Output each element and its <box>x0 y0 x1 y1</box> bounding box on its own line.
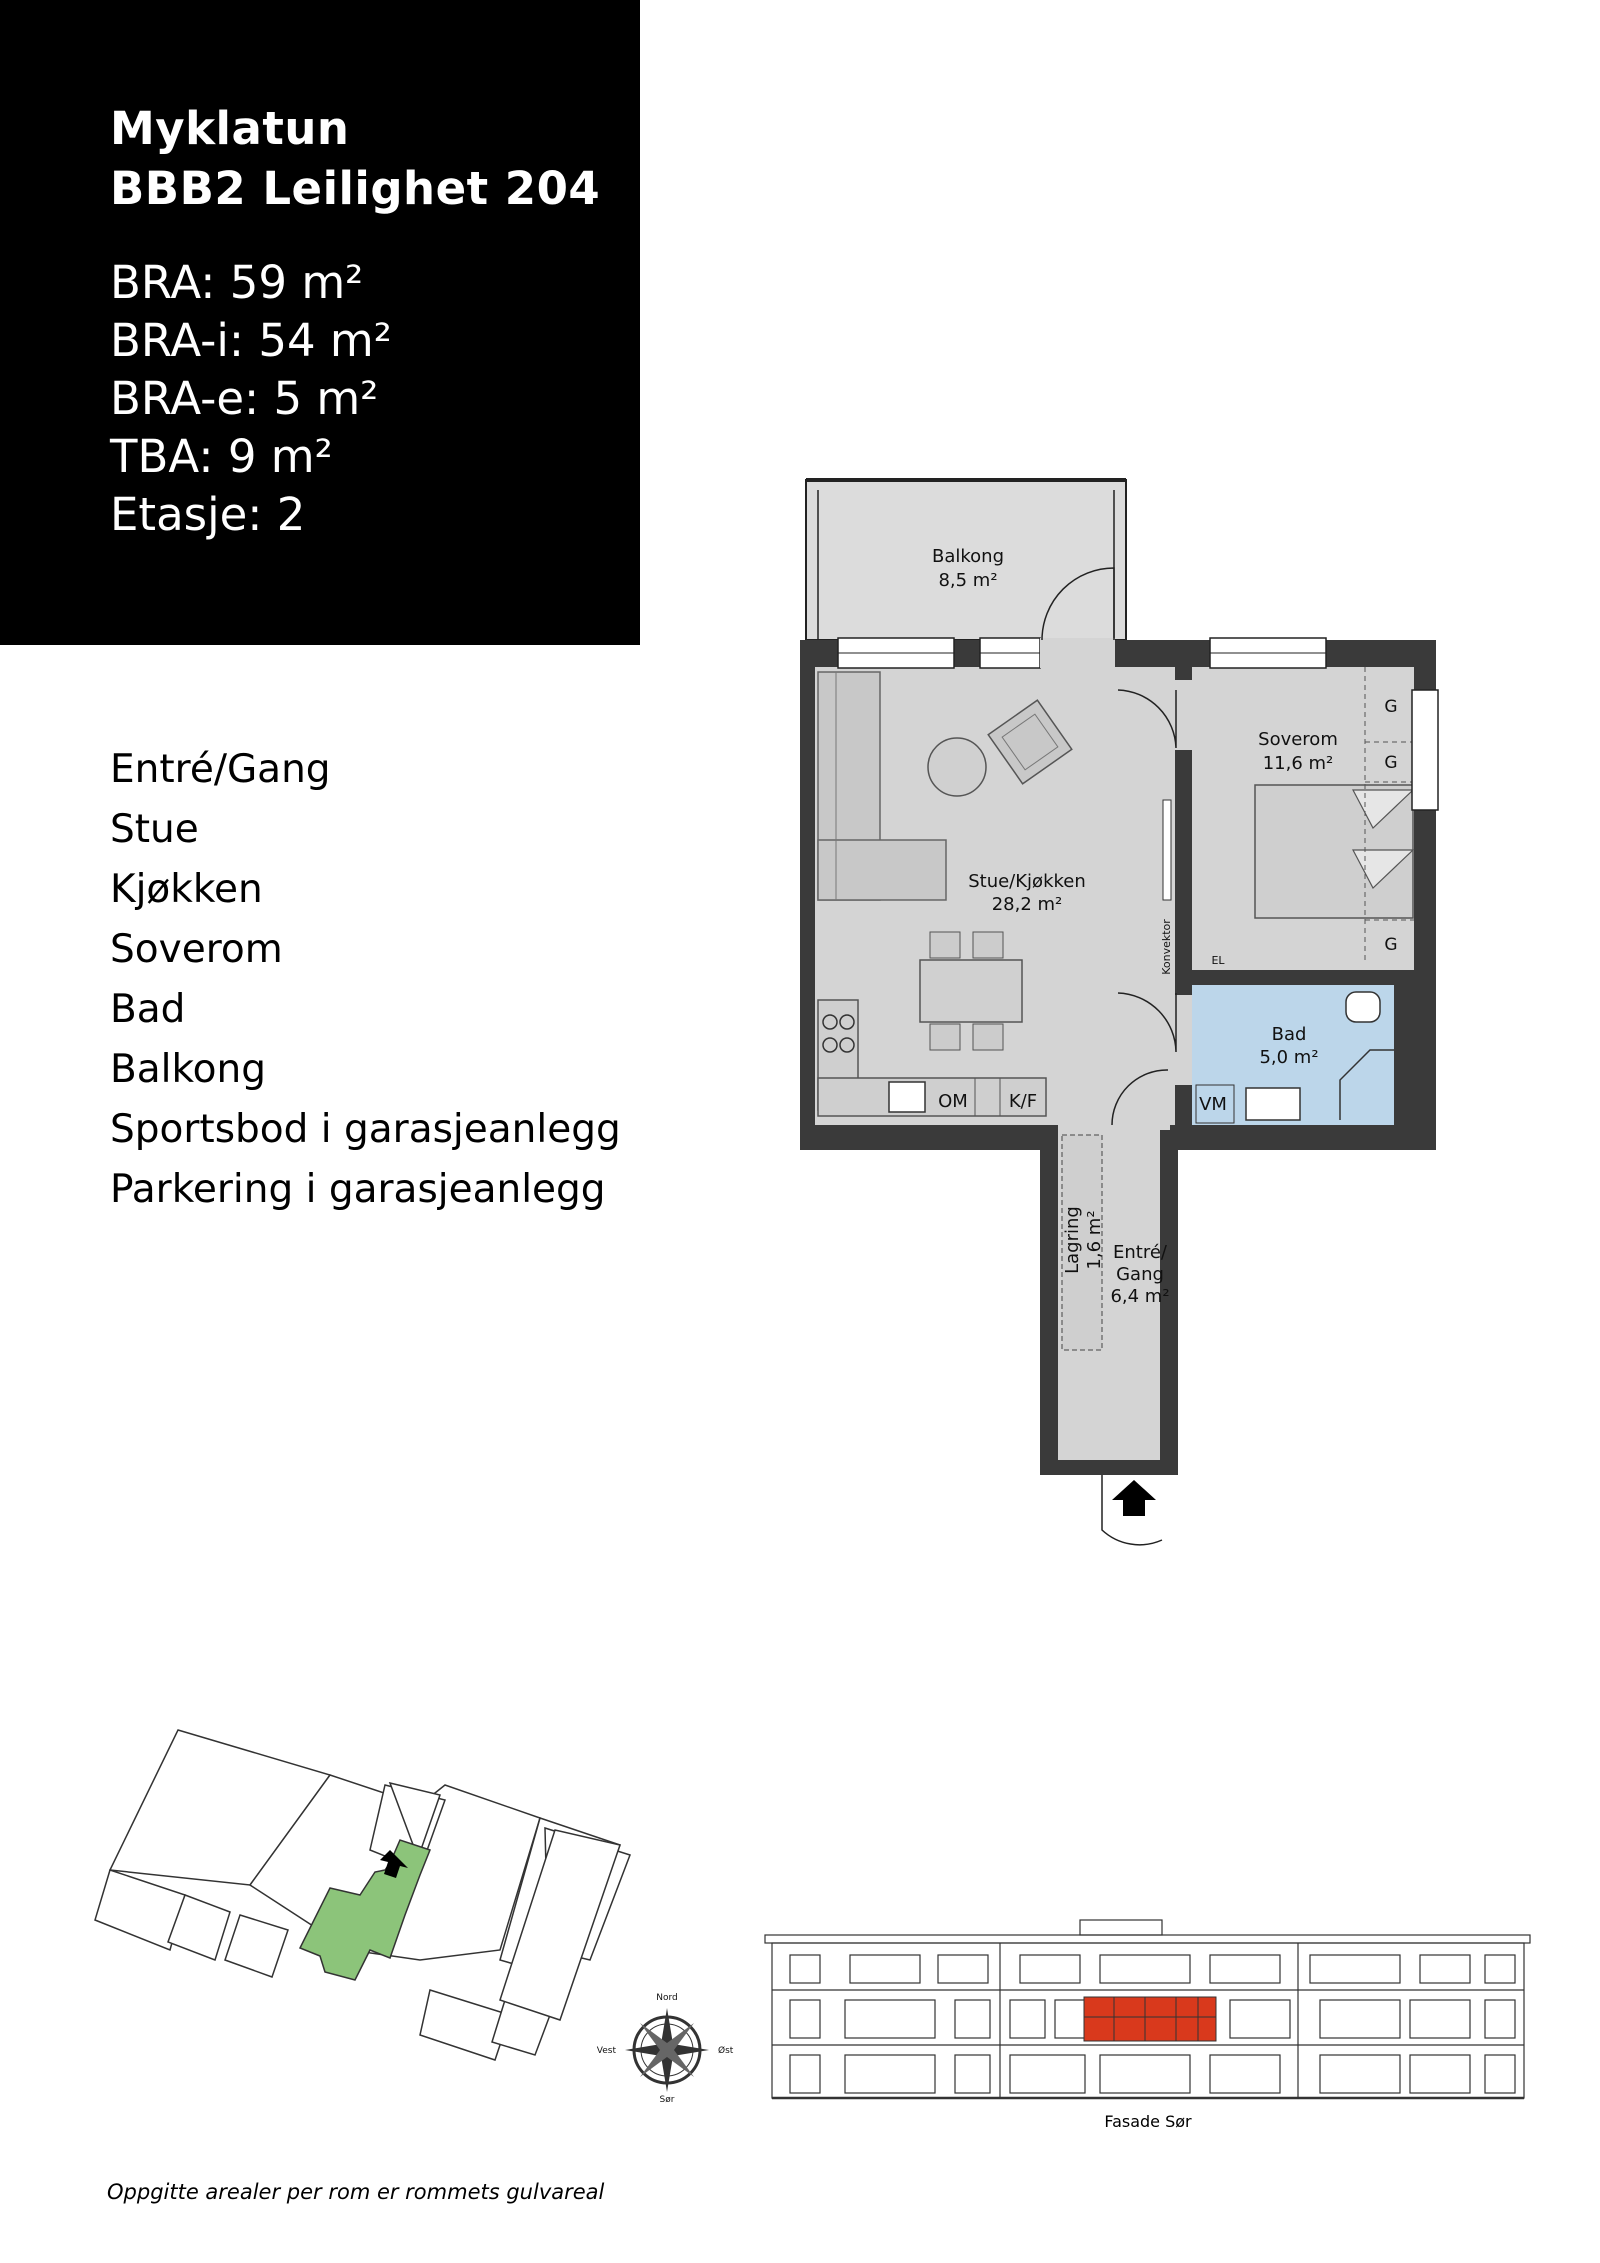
balkong-area-label: 8,5 m² <box>938 570 998 591</box>
lagring-area-label: 1,6 m² <box>1084 1210 1105 1270</box>
facade-unit-highlight <box>1084 1997 1216 2041</box>
balkong-label: Balkong <box>931 546 1005 567</box>
lagring-label: Lagring <box>1062 1206 1083 1274</box>
project-title: Myklatun <box>110 102 350 155</box>
tba-area: TBA: 9 m² <box>110 430 333 483</box>
om-label: OM <box>938 1091 968 1112</box>
wardrobe-label: G <box>1384 935 1398 955</box>
footnote: Oppgitte arealer per rom er rommets gulvareal <box>107 2180 605 2204</box>
entre-label-2: Gang <box>1116 1264 1164 1285</box>
soverom-area-label: 11,6 m² <box>1262 753 1334 774</box>
bra-internal: BRA-i: 54 m² <box>110 314 392 367</box>
compass-west-label: Vest <box>596 2046 616 2056</box>
wardrobe-label: G <box>1384 697 1398 717</box>
bad-area-label: 5,0 m² <box>1259 1047 1319 1068</box>
konvektor-label: Konvektor <box>1160 919 1173 975</box>
stue-kjokken-area-label: 28,2 m² <box>991 894 1063 915</box>
facade-label: Fasade Sør <box>1104 2112 1192 2131</box>
compass-north-label: Nord <box>656 1993 678 2003</box>
compass-icon <box>625 2008 709 2092</box>
room-list-item: Parkering i garasjeanlegg <box>110 1167 606 1212</box>
stue-kjokken-label: Stue/Kjøkken <box>968 871 1086 892</box>
bra-total: BRA: 59 m² <box>110 256 364 309</box>
room-list-item: Bad <box>110 987 186 1032</box>
soverom-label: Soverom <box>1258 729 1338 750</box>
bad-label: Bad <box>1271 1024 1307 1045</box>
room-list-item: Sportsbod i garasjeanlegg <box>110 1107 621 1152</box>
kf-label: K/F <box>1008 1091 1038 1112</box>
entrance-arrow-icon <box>1112 1480 1156 1516</box>
floor-level: Etasje: 2 <box>110 488 306 541</box>
room-list-item: Entré/Gang <box>110 747 331 792</box>
coffee-table <box>928 738 986 796</box>
vm-label: VM <box>1199 1094 1227 1115</box>
room-list-item: Stue <box>110 807 199 852</box>
room-list-item: Balkong <box>110 1047 267 1092</box>
room-list-item: Soverom <box>110 927 283 972</box>
el-label: EL <box>1211 954 1225 967</box>
bra-external: BRA-e: 5 m² <box>110 372 379 425</box>
toilet <box>1346 992 1380 1022</box>
wardrobe-label: G <box>1384 753 1398 773</box>
room-list-item: Kjøkken <box>110 867 263 912</box>
compass-south-label: Sør <box>659 2095 675 2105</box>
entre-area-label: 6,4 m² <box>1110 1286 1170 1307</box>
dining-table <box>920 960 1022 1022</box>
entre-label-1: Entré/ <box>1113 1242 1167 1263</box>
unit-title: BBB2 Leilighet 204 <box>110 162 601 215</box>
compass-east-label: Øst <box>718 2046 734 2056</box>
